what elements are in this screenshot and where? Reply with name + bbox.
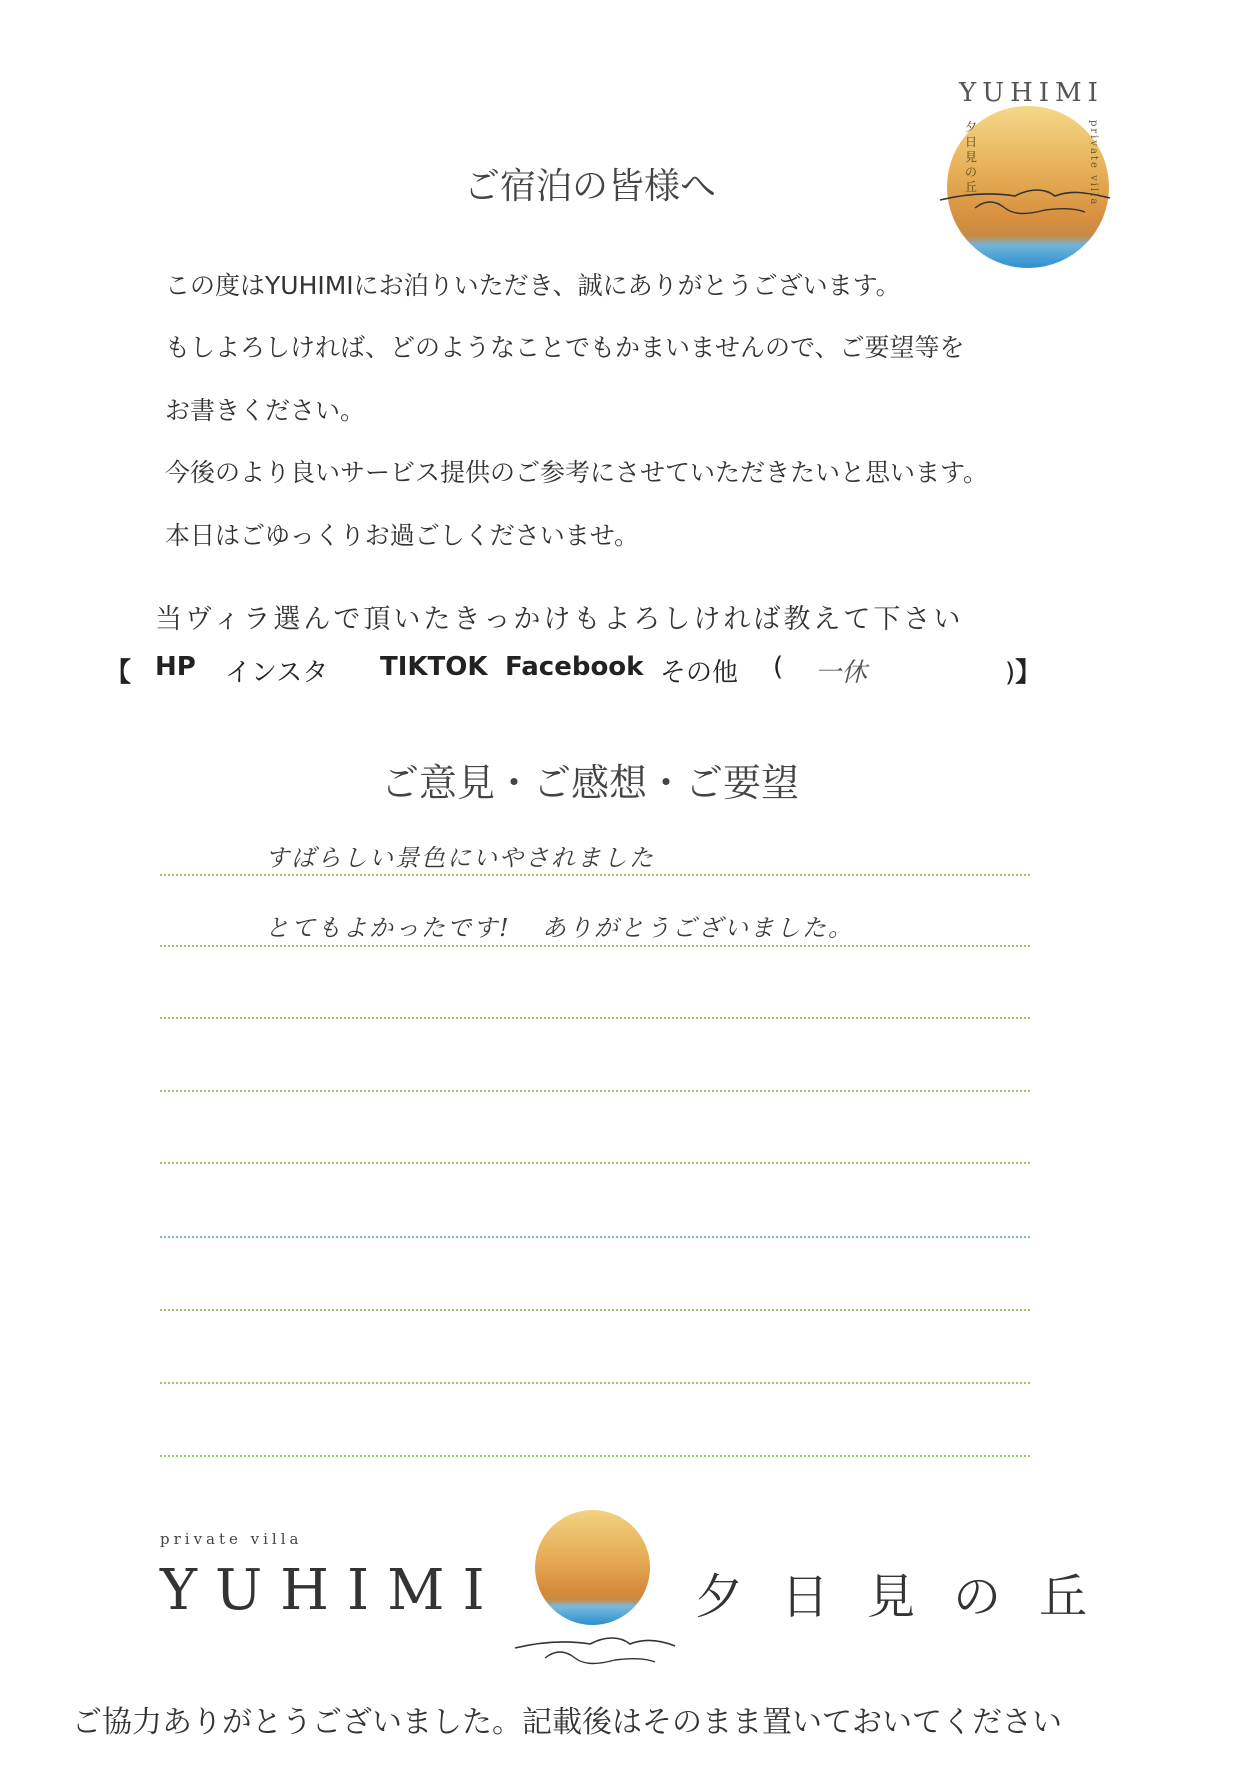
intro-line: もしよろしければ、どのようなことでもかまいませんので、ご要望等を bbox=[165, 333, 965, 362]
bracket-open: 【 bbox=[105, 658, 132, 688]
comments-title: ご意見・ご感想・ご要望 bbox=[380, 761, 799, 805]
survey-question: 当ヴィラ選んで頂いたきっかけもよろしければ教えて下さい bbox=[155, 604, 964, 635]
paren-close: ) bbox=[1005, 658, 1016, 688]
handwritten-comment-line: ありがとうございました。 bbox=[542, 914, 854, 942]
logo-vertical-name: 夕日見の丘 bbox=[965, 120, 978, 194]
footer-tagline: private villa bbox=[160, 1530, 303, 1548]
comment-line-0[interactable] bbox=[160, 874, 1030, 876]
source-options-row bbox=[105, 652, 1065, 696]
comment-line-3[interactable] bbox=[160, 1090, 1030, 1092]
intro-line: 本日はごゆっくりお過ごしくださいませ。 bbox=[165, 521, 640, 550]
option-tiktok[interactable]: TIKTOK bbox=[380, 652, 488, 682]
intro-line: 今後のより良いサービス提供のご参考にさせていただきたいと思います。 bbox=[165, 458, 989, 487]
sunset-logo-icon bbox=[535, 1510, 650, 1625]
comment-line-7[interactable] bbox=[160, 1382, 1030, 1384]
logo-brand-text: YUHIMI bbox=[959, 78, 1104, 108]
comment-line-5[interactable] bbox=[160, 1236, 1030, 1238]
option-hp[interactable]: HP bbox=[155, 652, 196, 682]
logo-vertical-sub: private villa bbox=[1088, 120, 1099, 207]
greeting-title: ご宿泊の皆様へ bbox=[463, 166, 716, 207]
other-answer-handwritten[interactable]: 一休 bbox=[815, 658, 868, 688]
option-other[interactable]: その他 bbox=[660, 658, 739, 688]
intro-line: お書きください。 bbox=[165, 396, 366, 425]
bracket-close-mark: 】 bbox=[1015, 658, 1042, 688]
comment-line-1[interactable] bbox=[160, 945, 1030, 947]
option-instagram[interactable]: インスタ bbox=[225, 658, 329, 688]
footer-brand-text: YUHIMI bbox=[160, 1558, 503, 1623]
wave-icon bbox=[510, 1630, 680, 1670]
handwritten-comment-line: すばらしい景色にいやされました bbox=[265, 844, 655, 872]
bracket-close bbox=[1005, 652, 1041, 689]
footer-brand bbox=[150, 1530, 1126, 1670]
footer-name: 夕日見の丘 bbox=[695, 1569, 1126, 1625]
comment-line-2[interactable] bbox=[160, 1017, 1030, 1019]
comment-line-6[interactable] bbox=[160, 1309, 1030, 1311]
comment-line-8[interactable] bbox=[160, 1455, 1030, 1457]
handwritten-comment-line: とてもよかったです! bbox=[265, 914, 511, 942]
paren-open: ( bbox=[773, 652, 784, 682]
comment-line-4[interactable] bbox=[160, 1162, 1030, 1164]
intro-line: この度はYUHIMIにお泊りいただき、誠にありがとうございます。 bbox=[165, 271, 901, 300]
option-facebook[interactable]: Facebook bbox=[505, 652, 644, 682]
thanks-message: ご協力ありがとうございました。記載後はそのまま置いておいてください bbox=[72, 1705, 1062, 1740]
